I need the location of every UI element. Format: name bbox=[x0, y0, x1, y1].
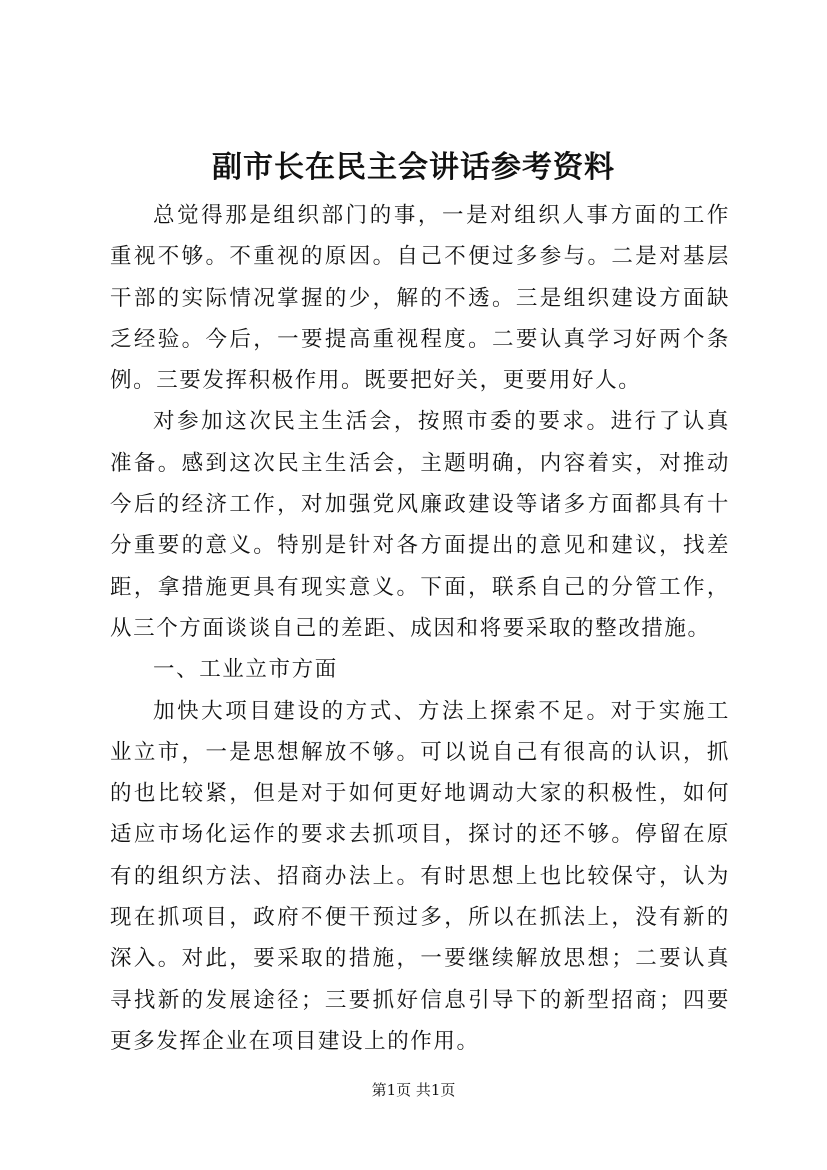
document-title: 副市长在民主会讲话参考资料 bbox=[212, 150, 615, 185]
paragraph-1: 总觉得那是组织部门的事，一是对组织人事方面的工作重视不够。不重视的原因。自己不便过多参与。二是对基层干部的实际情况掌握的少，解的不透。三是组织建设方面缺乏经验。今后，一要提高重视程度。二要认真学习好两个条例。三要发挥积极作用。既要把好关，更要用好人。 bbox=[110, 203, 730, 394]
section-heading-industry: 一、工业立市方面 bbox=[153, 657, 338, 683]
paragraph-3: 加快大项目建设的方式、方法上探索不足。对于实施工业立市，一是思想解放不够。可以说自己有很高的认识，抓的也比较紧，但是对于如何更好地调动大家的积极性，如何适应市场化运作的要求去抓项目，探讨的还不够。停留在原有的组织方法、招商办法上。有时思想上也比较保守，认为现在抓项目，政府不便干预过多，所以在抓法上，没有新的深入。对此，要采取的措施，一要继续解放思想；二要认真寻找新的发展途径；三要抓好信息引导下的新型招商；四要更多发挥企业在项目建设上的作用。 bbox=[110, 698, 730, 1054]
page-number-footer: 第1页 共1页 bbox=[371, 1081, 456, 1099]
paragraph-2: 对参加这次民主生活会，按照市委的要求。进行了认真准备。感到这次民主生活会，主题明确，内容着实，对推动今后的经济工作，对加强党风廉政建设等诸多方面都具有十分重要的意义。特别是针对各方面提出的意见和建议，找差距，拿措施更具有现实意义。下面，联系自己的分管工作，从三个方面谈谈自己的差距、成因和将要采取的整改措施。 bbox=[110, 409, 730, 641]
document-body bbox=[110, 195, 730, 1062]
